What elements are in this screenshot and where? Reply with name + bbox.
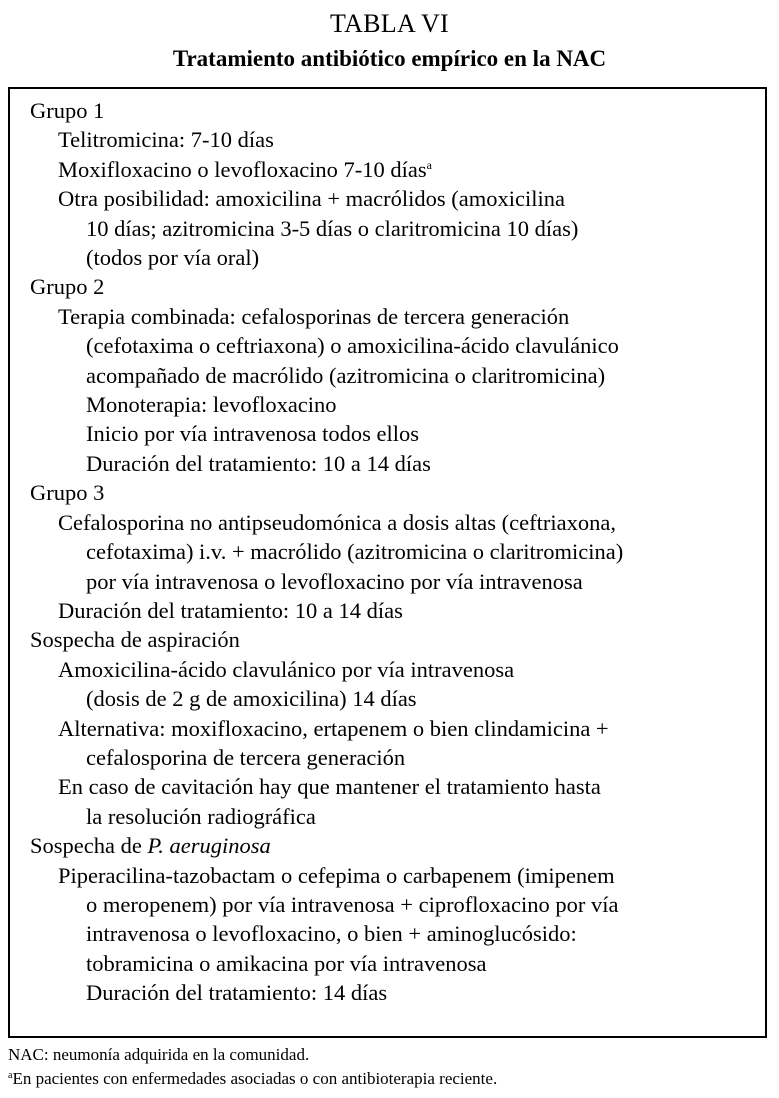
list-item: (dosis de 2 g de amoxicilina) 14 días	[86, 686, 417, 712]
list-item: Alternativa: moxifloxacino, ertapenem o bien clindamicina +	[58, 715, 609, 741]
group-heading: Sospecha de aspiración	[30, 627, 240, 653]
list-item: Piperacilina-tazobactam o cefepima o carbapenem (imipenem	[58, 862, 615, 888]
list-item: Duración del tratamiento: 10 a 14 días	[86, 450, 431, 476]
list-item: acompañado de macrólido (azitromicina o claritromicina)	[86, 362, 606, 388]
group-heading: Grupo 2	[30, 274, 105, 300]
group-heading	[30, 831, 765, 860]
group-heading-italic: P. aeruginosa	[147, 833, 271, 859]
list-item: o meropenem) por vía intravenosa + ciprofloxacino por vía	[86, 891, 619, 917]
footnote-abbreviation	[8, 1044, 309, 1066]
list-item: (cefotaxima o ceftriaxona) o amoxicilina-ácido clavulánico	[86, 333, 619, 359]
list-item: Monoterapia: levofloxacino	[86, 392, 337, 418]
list-item: cefalosporina de tercera generación	[86, 744, 406, 770]
footnote-text: NAC: neumonía adquirida en la comunidad.	[8, 1045, 310, 1064]
list-item: En caso de cavitación hay que mantener el tratamiento hasta	[58, 774, 601, 800]
group-heading: Grupo 1	[30, 98, 105, 123]
group-heading: Grupo 3	[30, 480, 105, 506]
table-body	[30, 96, 765, 1008]
list-item: 10 días; azitromicina 3-5 días o claritromicina 10 días)	[86, 215, 579, 241]
list-item-text: Moxifloxacino o levofloxacino 7-10 días	[58, 156, 427, 182]
list-item: Cefalosporina no antipseudomónica a dosis altas (ceftriaxona,	[58, 509, 616, 535]
list-item: Duración del tratamiento: 14 días	[86, 980, 388, 1006]
list-item: la resolución radiográfica	[86, 803, 316, 829]
list-item: cefotaxima) i.v. + macrólido (azitromicina o claritromicina)	[86, 539, 624, 565]
list-item: Terapia combinada: cefalosporinas de tercera generación	[58, 303, 570, 329]
list-item: por vía intravenosa o levofloxacino por vía intravenosa	[86, 568, 583, 594]
footnote-mark: a	[8, 1070, 13, 1081]
footnote-text: En pacientes con enfermedades asociadas o con antibioterapia reciente.	[12, 1069, 498, 1088]
list-item: tobramicina o amikacina por vía intravenosa	[86, 950, 487, 976]
list-item: (todos por vía oral)	[86, 245, 260, 271]
list-item: intravenosa o levofloxacino, o bien + aminoglucósido:	[86, 921, 577, 947]
footnote-a	[8, 1068, 497, 1090]
footnote-mark: a	[426, 157, 432, 172]
list-item: Telitromicina: 7-10 días	[58, 127, 274, 153]
table-label: TABLA VI	[329, 9, 449, 38]
list-item: Inicio por vía intravenosa todos ellos	[86, 421, 420, 447]
list-item: Amoxicilina-ácido clavulánico por vía intravenosa	[58, 656, 515, 682]
list-item: Otra posibilidad: amoxicilina + macrólidos (amoxicilina	[58, 186, 565, 212]
list-item	[30, 155, 765, 184]
group-heading-text: Sospecha de	[30, 833, 148, 859]
table-title: Tratamiento antibiótico empírico en la NAC	[172, 46, 607, 71]
list-item: Duración del tratamiento: 10 a 14 días	[58, 597, 403, 623]
